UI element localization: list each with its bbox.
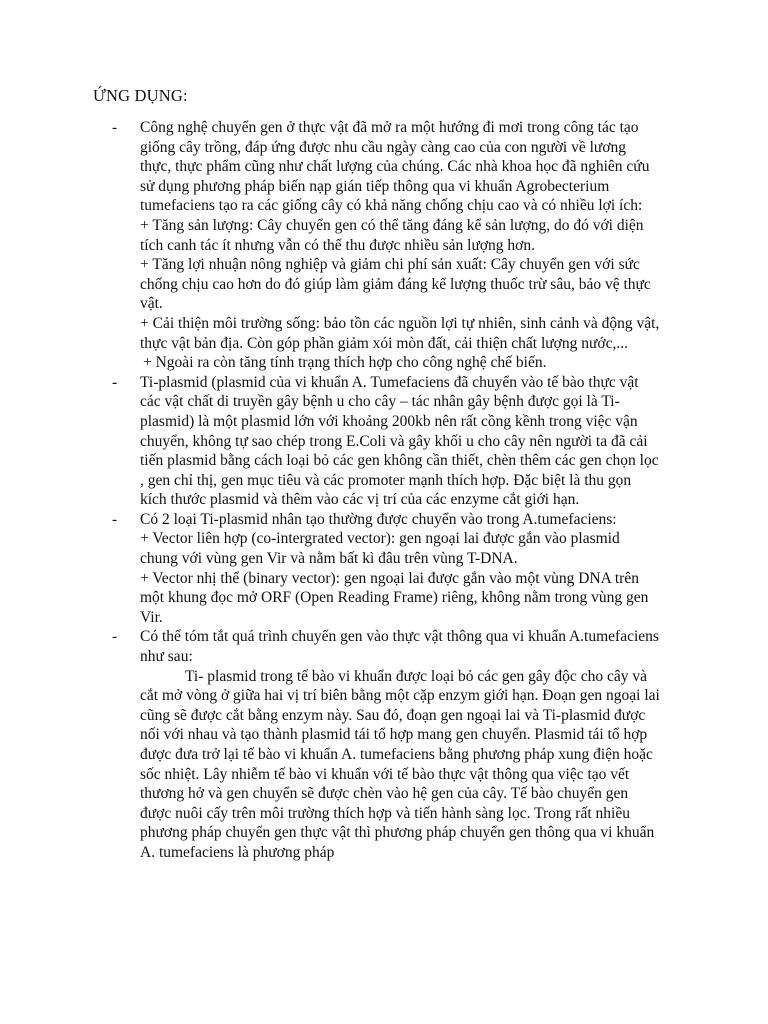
paragraph: + Ngoài ra còn tăng tính trạng thích hợp cho công nghệ chế biến. [143,354,547,372]
bullet-item-application-overview [112,118,660,373]
bullet-item-ti-plasmid [112,373,660,510]
paragraph: + Tăng sản lượng: Cây chuyển gen có thể tăng đáng kể sản lượng, do đó với diện tích canh tác ít nhưng vẫn có thể thu được nhiều sản lượng hơn. [140,216,644,254]
bullet-dash: - [112,373,118,391]
section-heading: ỨNG DỤNG: [93,86,188,105]
paragraph: + Vector liên hợp (co-intergrated vector): gen ngoại lai được gắn vào plasmid chung với vùng gen Vir và nằm bất kì đâu trên vùng T-DNA. [140,530,620,568]
paragraph: Ti- plasmid trong tế bào vi khuẩn được loại bỏ các gen gây độc cho cây và cắt mở vòng ở giữa hai vị trí biên bằng một cặp enzym giới hạn. Đoạn gen ngoại lai cũng sẽ được cắt bằng enzym này. Sau đó, đoạn gen ngoại lai và Ti-plasmid được nối với nhau và tạo thành plasmid tái tổ hợp mang gen chuyển. Plasmid tái tổ hợp được đưa trở lại tế bào vi khuẩn A. tumefaciens bằng phương pháp xung điện hoặc sốc nhiệt. Lây nhiễm tế bào vi khuẩn với tế bào thực vật thông qua việc tạo vết thương hở và gen chuyển sẽ được chèn vào hệ gen của cây. Tế bào chuyển gen được nuôi cấy trên môi trường thích hợp và tiến hành sàng lọc. Trong rất nhiều phương pháp chuyển gen thực vật thì phương pháp chuyển gen thông qua vi khuẩn A. tumefaciens là phương pháp [140,667,660,861]
bullet-dash: - [112,510,118,528]
bullet-item-process-summary [112,627,660,862]
paragraph: Có thể tóm tắt quá trình chuyển gen vào thực vật thông qua vi khuẩn A.tumefaciens như sau: [140,628,659,666]
bullet-list [112,118,660,863]
paragraph: Có 2 loại Ti-plasmid nhân tạo thường được chuyển vào trong A.tumefaciens: [140,510,617,528]
paragraph: + Tăng lợi nhuận nông nghiệp và giảm chi phí sản xuất: Cây chuyển gen với sức chống chịu cao hơn do đó giúp làm giảm đáng kể lượng thuốc trừ sâu, bảo vệ thực vật. [140,256,651,313]
bullet-item-plasmid-types [112,510,660,628]
paragraph: Công nghệ chuyển gen ở thực vật đã mở ra một hướng đi mơi trong công tác tạo giống cây trồng, đáp ứng được nhu cầu ngày càng cao của con người về lương thực, thực phẩm cũng như chất lượng của chúng. Các nhà khoa học đã nghiên cứu sử dụng phương pháp biến nạp gián tiếp thông qua vi khuẩn Agrobecterium tumefaciens tạo ra các giống cây có khả năng chống chịu cao và có nhiều lợi ích: [140,119,650,215]
bullet-dash: - [112,119,118,136]
bullet-dash: - [112,628,118,646]
paragraph: + Vector nhị thể (binary vector): gen ngoại lai được gắn vào một vùng DNA trên một khung đọc mở ORF (Open Reading Frame) riêng, không nằm trong vùng gen Vir. [140,569,649,626]
paragraph: + Cải thiện môi trường sống: bảo tồn các nguồn lợi tự nhiên, sinh cảnh và động vật, thực vật bản địa. Còn góp phần giảm xói mòn đất, cải thiện chất lượng nước,... [140,314,660,352]
paragraph: Ti-plasmid (plasmid của vi khuẩn A. Tumefaciens đã chuyển vào tế bào thực vật các vật chất di truyền gây bệnh u cho cây – tác nhân gây bệnh được gọi là Ti-plasmid) là một plasmid lớn với khoảng 200kb nên rất cồng kềnh trong việc vận chuyển, không tự sao chép trong E.Coli và gây khối u cho cây nên người ta đã cải tiến plasmid bằng cách loại bỏ các gen không cần thiết, chèn thêm các gen chọn lọc , gen chỉ thị, gen mục tiêu và các promoter mạnh thích hợp. Đặc biệt là thu gọn kích thước plasmid và thêm vào các vị trí của các enzyme cắt giới hạn. [140,373,659,509]
